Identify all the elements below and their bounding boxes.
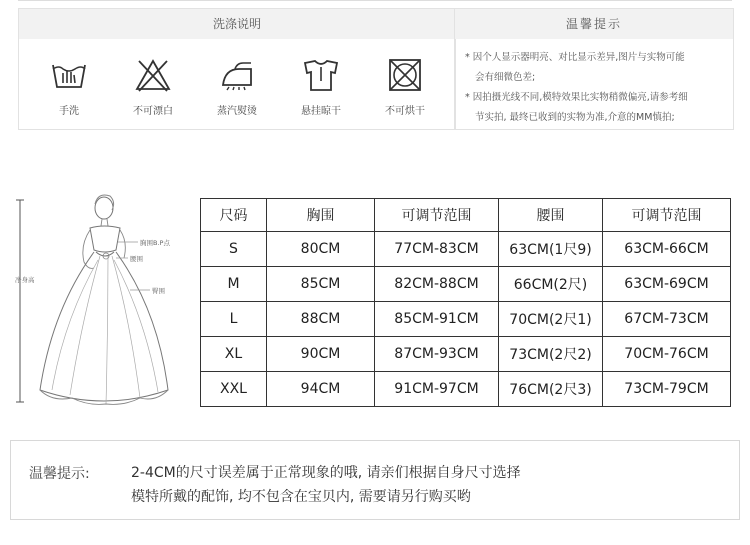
bust-point-label: 胸围B.P点 [140, 239, 170, 247]
table-row [201, 267, 731, 302]
hang-dry-icon [301, 57, 341, 93]
cell-bust: 94CM [267, 372, 375, 407]
cell-bust-range: 77CM-83CM [375, 232, 499, 267]
cell-waist-range: 63CM-69CM [603, 267, 731, 302]
bottom-notice-box [10, 440, 740, 520]
cell-size: L [201, 302, 267, 337]
cell-bust-range: 87CM-93CM [375, 337, 499, 372]
cell-waist-range: 70CM-76CM [603, 337, 731, 372]
cell-size: M [201, 267, 267, 302]
care-item-hang-dry [281, 57, 361, 118]
care-item-steam-iron [197, 57, 277, 118]
dress-measurement-figure [12, 190, 182, 420]
net-height-label: 净身高 [15, 276, 35, 284]
cell-size: XL [201, 337, 267, 372]
warm-tip-line: 会有细微色差; [475, 72, 536, 83]
care-label: 不可烘干 [385, 106, 425, 117]
warm-tip-line: * 因拍摄光线不同,模特效果比实物稍微偏亮,请参考细 [465, 92, 688, 103]
waist-label: 腰围 [130, 255, 143, 263]
table-row [201, 302, 731, 337]
table-row [201, 337, 731, 372]
care-label: 悬挂晾干 [301, 106, 341, 117]
cell-size: S [201, 232, 267, 267]
care-title: 洗涤说明 [19, 9, 455, 39]
cell-bust-range: 85CM-91CM [375, 302, 499, 337]
care-item-no-bleach [113, 57, 193, 118]
cell-waist: 76CM(2尺3) [499, 372, 603, 407]
steam-iron-icon [217, 57, 257, 93]
hip-label: 臀围 [152, 287, 165, 295]
care-icons-row [19, 39, 455, 118]
warm-tip-line: * 因个人显示器明亮、对比显示差异,图片与实物可能 [465, 52, 685, 63]
cell-waist-range: 73CM-79CM [603, 372, 731, 407]
warm-tips-body [455, 39, 733, 127]
header-waist-range: 可调节范围 [603, 199, 731, 232]
notice-line: 2-4CM的尺寸误差属于正常现象的哦, 请亲们根据自身尺寸选择 [131, 465, 521, 481]
cell-bust: 85CM [267, 267, 375, 302]
care-item-no-tumble-dry [365, 57, 445, 118]
header-waist: 腰围 [499, 199, 603, 232]
cell-waist: 63CM(1尺9) [499, 232, 603, 267]
hand-wash-icon [49, 57, 89, 93]
warm-tips-panel [454, 8, 734, 130]
top-divider [18, 0, 732, 1]
cell-waist: 70CM(2尺1) [499, 302, 603, 337]
care-label: 手洗 [59, 106, 79, 117]
header-size: 尺码 [201, 199, 267, 232]
care-label: 不可漂白 [133, 106, 173, 117]
dress-sketch-illustration [12, 190, 182, 420]
size-chart-table [200, 198, 731, 407]
table-row [201, 372, 731, 407]
table-header-row [201, 199, 731, 232]
cell-bust-range: 91CM-97CM [375, 372, 499, 407]
cell-waist: 73CM(2尺2) [499, 337, 603, 372]
notice-line: 模特所戴的配饰, 均不包含在宝贝内, 需要请另行购买哟 [131, 489, 471, 505]
care-instructions-panel [18, 8, 456, 130]
warm-tips-title: 温馨提示 [455, 9, 733, 39]
warm-tip-line: 节实拍, 最终已收到的实物为准,介意的MM慎拍; [475, 112, 675, 123]
cell-bust: 90CM [267, 337, 375, 372]
header-bust-range: 可调节范围 [375, 199, 499, 232]
no-tumble-dry-icon [385, 57, 425, 93]
cell-bust-range: 82CM-88CM [375, 267, 499, 302]
cell-bust: 80CM [267, 232, 375, 267]
notice-label: 温馨提示: [29, 466, 90, 482]
table-row [201, 232, 731, 267]
care-item-hand-wash [29, 57, 109, 118]
cell-waist-range: 63CM-66CM [603, 232, 731, 267]
no-bleach-icon [133, 57, 173, 93]
header-bust: 胸围 [267, 199, 375, 232]
cell-bust: 88CM [267, 302, 375, 337]
cell-waist-range: 67CM-73CM [603, 302, 731, 337]
care-label: 蒸汽熨烫 [217, 106, 257, 117]
cell-size: XXL [201, 372, 267, 407]
cell-waist: 66CM(2尺) [499, 267, 603, 302]
notice-text [131, 461, 521, 509]
